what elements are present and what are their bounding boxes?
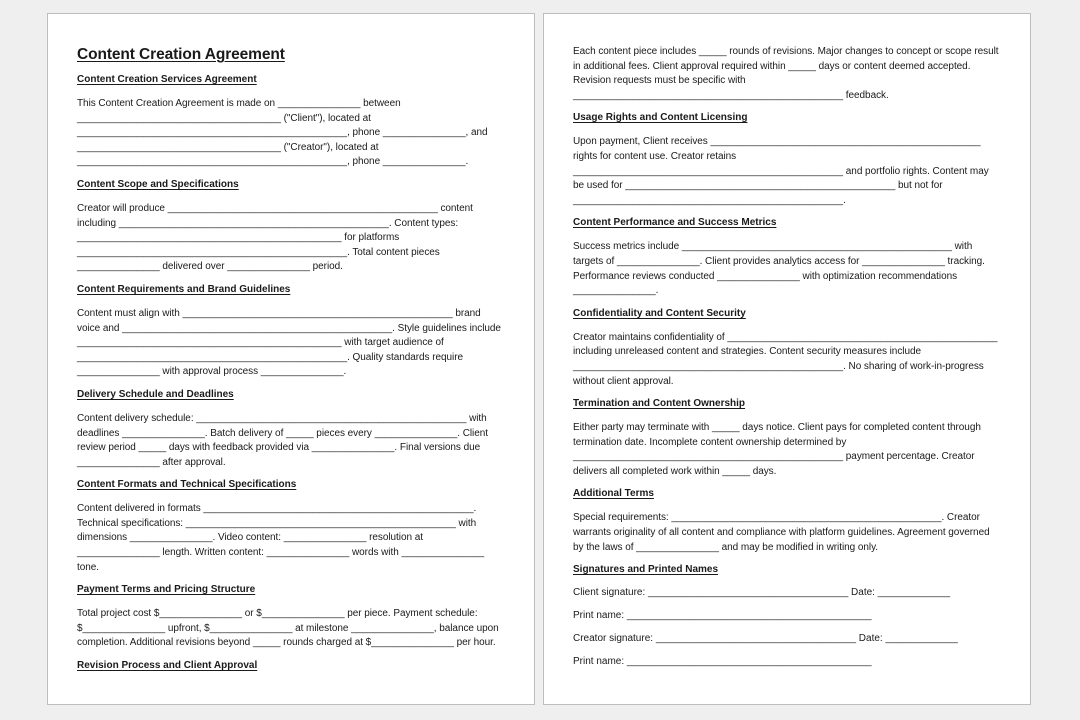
section-body: This Content Creation Agreement is made on _______________ between _____________________________________ ("Client"), located at _________________________________________________, phone _______________, and _____________________________________ ("Creator"), located at _________________________________________________, phone _______________.	[77, 98, 488, 168]
client-signature-line: Client signature: ____________________________________ Date: _____________	[573, 587, 951, 599]
section-heading: Revision Process and Client Approval	[77, 660, 258, 672]
section-heading: Content Requirements and Brand Guidelines	[77, 283, 291, 295]
creator-print-name-line: Print name: ____________________________________________	[573, 656, 872, 668]
document-page-right	[543, 13, 1031, 705]
page-content	[77, 46, 505, 683]
section-heading: Signatures and Printed Names	[573, 564, 719, 576]
page-content	[573, 45, 1001, 679]
section-body: Each content piece includes _____ rounds of revisions. Major changes to concept or scope result in additional fees. Client approval required within _____ days or content deemed accepted. Revision requests must be specific with _________________________________________________ feedback.	[573, 46, 999, 101]
client-print-name-line: Print name: ____________________________________________	[573, 610, 872, 622]
section-body: Content must align with _________________________________________________ brand voice and _________________________________________________. Style guidelines include ________________________________________________ with target audience of _________________________________________________. Quality standards require _______________ with approval process _______________.	[77, 307, 501, 378]
section-heading: Content Formats and Technical Specifications	[77, 479, 297, 491]
section-heading: Termination and Content Ownership	[573, 398, 746, 410]
section-heading: Content Scope and Specifications	[77, 178, 239, 190]
section-body: Either party may terminate with _____ days notice. Client pays for completed content through termination date. Incomplete content ownership determined by _________________________________________________ payment percentage. Creator delivers all completed work within _____ days.	[573, 422, 981, 477]
section-heading: Delivery Schedule and Deadlines	[77, 388, 234, 400]
section-heading: Content Creation Services Agreement	[77, 74, 257, 85]
section-heading: Content Performance and Success Metrics	[573, 217, 777, 229]
section-body: Special requirements: _________________________________________________. Creator warrants originality of all content and compliance with platform guidelines. Agreement governed by the laws of _______________ and may be modified in writing only.	[573, 512, 990, 553]
section-body: Content delivered in formats _________________________________________________. Technical specifications: _________________________________________________ with dimensions _______________. Video content: _______________ resolution at _______________ length. Written content: _______________ words with _______________ tone.	[77, 503, 485, 573]
section-body: Upon payment, Client receives _________________________________________________ rights for content use. Creator retains _________________________________________________ and portfolio rights. Content may be used for _________________________________________________ but not for _________________________________________________.	[573, 136, 989, 206]
section-body: Success metrics include _________________________________________________ with targets of _______________. Client provides analytics access for _______________ tracking. Performance reviews conducted _______________ with optimization recommendations _______________.	[573, 241, 985, 297]
section-heading: Payment Terms and Pricing Structure	[77, 584, 256, 596]
section-body: Creator maintains confidentiality of _________________________________________________ including unreleased content and strategies. Content security measures include _________________________________________________. No sharing of work-in-progress without client approval.	[573, 331, 998, 387]
section-body: Total project cost $_______________ or $_______________ per piece. Payment schedule: $_______________ upfront, $_______________ at milestone _______________, balance upon completion. Additional revisions beyond _____ rounds charged at $_______________ per hour.	[77, 608, 499, 649]
document-title: Content Creation Agreement	[77, 46, 285, 63]
creator-signature-line: Creator signature: ____________________________________ Date: _____________	[573, 633, 958, 645]
document-page-left	[47, 13, 535, 705]
section-heading: Additional Terms	[573, 488, 654, 500]
section-body: Creator will produce _________________________________________________ content including _________________________________________________. Content types: ________________________________________________ for platforms _________________________________________________. Total content pieces _______________ delivered over _______________ period.	[77, 202, 473, 273]
section-heading: Usage Rights and Content Licensing	[573, 112, 748, 124]
section-body: Content delivery schedule: _________________________________________________ with deadlines _______________. Batch delivery of _____ pieces every _______________. Client review period _____ days with feedback provided via _______________. Final versions due _______________ after approval.	[77, 412, 488, 468]
section-heading: Confidentiality and Content Security	[573, 307, 746, 319]
